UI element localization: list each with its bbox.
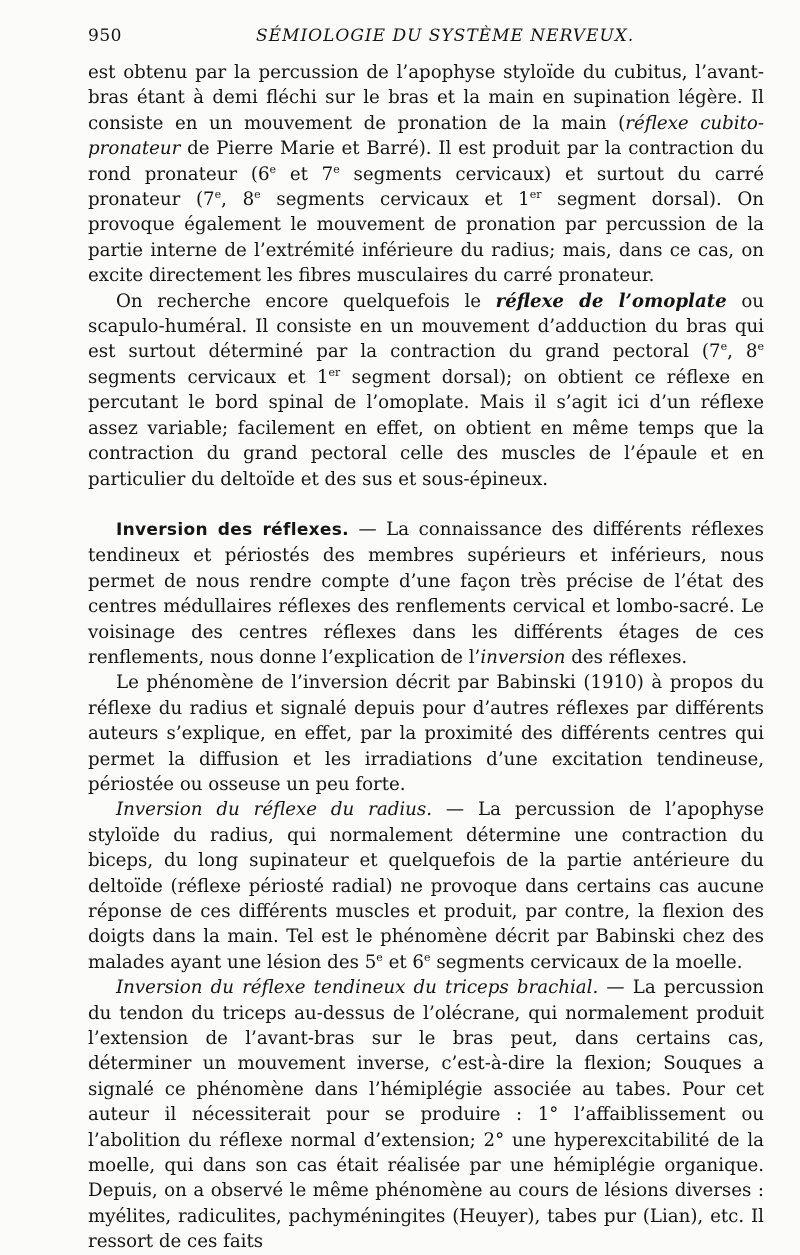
subsection-heading: Inversion du réflexe tendineux du triceps brachial. <box>116 977 599 999</box>
running-header <box>88 20 764 50</box>
text-run: des réflexes. <box>565 646 688 668</box>
superscript: e <box>333 162 340 176</box>
page-number: 950 <box>88 26 122 46</box>
paragraph-inversion-radius <box>88 797 764 975</box>
text-run: segment dorsal); on obtient ce réflexe en percutant le bord spinal de l’omoplate. Mais il s’agit ici d’un réflexe assez variable; facilement en effet, on obtient en même temps que la contraction du grand pectoral celle des muscles de l’épaule et en particulier du deltoïde et des sus et sous-épineux. <box>88 366 764 490</box>
text-run: segments cervicaux de la moelle. <box>430 951 743 973</box>
bold-italic-term: réflexe de l’omoplate <box>495 290 727 312</box>
superscript: e <box>269 162 277 176</box>
superscript: e <box>720 340 728 354</box>
superscript: e <box>376 950 383 964</box>
italic-term: réflexe cubito-pronateur <box>88 112 765 160</box>
text-run: , 8 <box>727 341 758 363</box>
running-title: SÉMIOLOGIE DU SYSTÈME NERVEUX. <box>256 26 635 46</box>
paragraph-inversion-des-reflexes <box>88 517 764 670</box>
body-text <box>88 60 764 1255</box>
text-run: ou scapulo-huméral. Il consiste en un mouvement d’adduction du bras qui est surtout déterminé par la contraction du grand pectoral (7 <box>88 290 764 363</box>
superscript: e <box>424 950 431 964</box>
text-run: et 7 <box>276 163 334 185</box>
paragraph-inversion-triceps <box>88 975 764 1254</box>
text-run: segments cervicaux et 1 <box>260 189 530 211</box>
superscript: er <box>328 365 341 379</box>
superscript: e <box>757 340 764 354</box>
paragraph-babinski <box>88 670 764 797</box>
paragraph-cubito-pronateur <box>88 60 764 289</box>
superscript: e <box>254 187 261 201</box>
text-run: segments cervicaux) et surtout du carré pronateur (7 <box>88 163 764 211</box>
text-run: , 8 <box>221 189 255 211</box>
text-run: Le phénomène de l’inversion décrit par Babinski (1910) à propos du réflexe du radius et signalé depuis pour d’autres réflexes par différents auteurs s’explique, en effet, par la proximité des différents centres qui permet la diffusion et les irradiations d’une excitation tendineuse, périostée ou osseuse un peu forte. <box>88 672 764 795</box>
text-run: — La percussion du tendon du triceps au-dessus de l’olécrane, qui normalement produit l’extension de l’avant-bras sur le bras peut, dans certains cas, déterminer un mouvement inverse, c’est-à-dire la flexion; Souques a signalé ce phénomène dans l’hémiplégie associée au tabes. Pour cet auteur il nécessiterait pour se produire : 1° l’affaiblissement ou l’abolition du réflexe normal d’extension; 2° une hyperexcitabilité de la moelle, qui dans son cas était réalisée par une hémiplégie organique. Depuis, on a observé le même phénomène au cours de lésions diverses : myélites, radiculites, pachyméningites (Heuyer), tabes pur (Lian), etc. Il ressort de ces faits <box>88 977 764 1253</box>
section-heading: Inversion des réflexes. <box>116 519 349 540</box>
paragraph-omoplate <box>88 289 764 492</box>
text-run: et 6 <box>382 951 425 973</box>
superscript: e <box>214 187 222 201</box>
text-run: — La percussion de l’apophyse styloïde du radius, qui normalement détermine une contraction du biceps, du long supinateur et quelquefois de la partie antérieure du deltoïde (réflexe périosté radial) ne provoque dans certains cas aucune réponse de ces différents muscles et produit, par contre, la flexion des doigts dans la main. Tel est le phénomène décrit par Babinski chez des malades ayant une lésion des 5 <box>88 799 764 973</box>
text-run: — La connaissance des différents réflexes tendineux et périostés des membres supérieurs et inférieurs, nous permet de nous rendre compte d’une façon très précise de l’état des centres médullaires réflexes des renflements cervical et lombo-sacré. Le voisinage des centres réflexes dans les différents étages de ces renflements, nous donne l’explication de l’ <box>88 518 764 668</box>
text-run: de Pierre Marie et Barré). Il est produit par la contraction du rond pronateur (6 <box>88 138 764 185</box>
superscript: er <box>529 187 542 201</box>
text-run: est obtenu par la percussion de l’apophyse styloïde du cubitus, l’avant-bras étant à demi fléchi sur le bras et la main en supination légère. Il consiste en un mouvement de pronation de la main ( <box>88 62 764 134</box>
text-run: On recherche encore quelquefois le <box>116 290 496 312</box>
book-page <box>88 20 765 1253</box>
subsection-heading: Inversion du réflexe du radius. <box>116 799 432 821</box>
text-run: segment dorsal). On provoque également le mouvement de pronation par percussion de la partie interne de l’extrémité inférieure du radius; mais, dans ce cas, on excite directement les fibres musculaires du carré pronateur. <box>88 189 764 287</box>
text-run: segments cervicaux et 1 <box>88 366 329 388</box>
italic-term: inversion <box>480 646 566 668</box>
